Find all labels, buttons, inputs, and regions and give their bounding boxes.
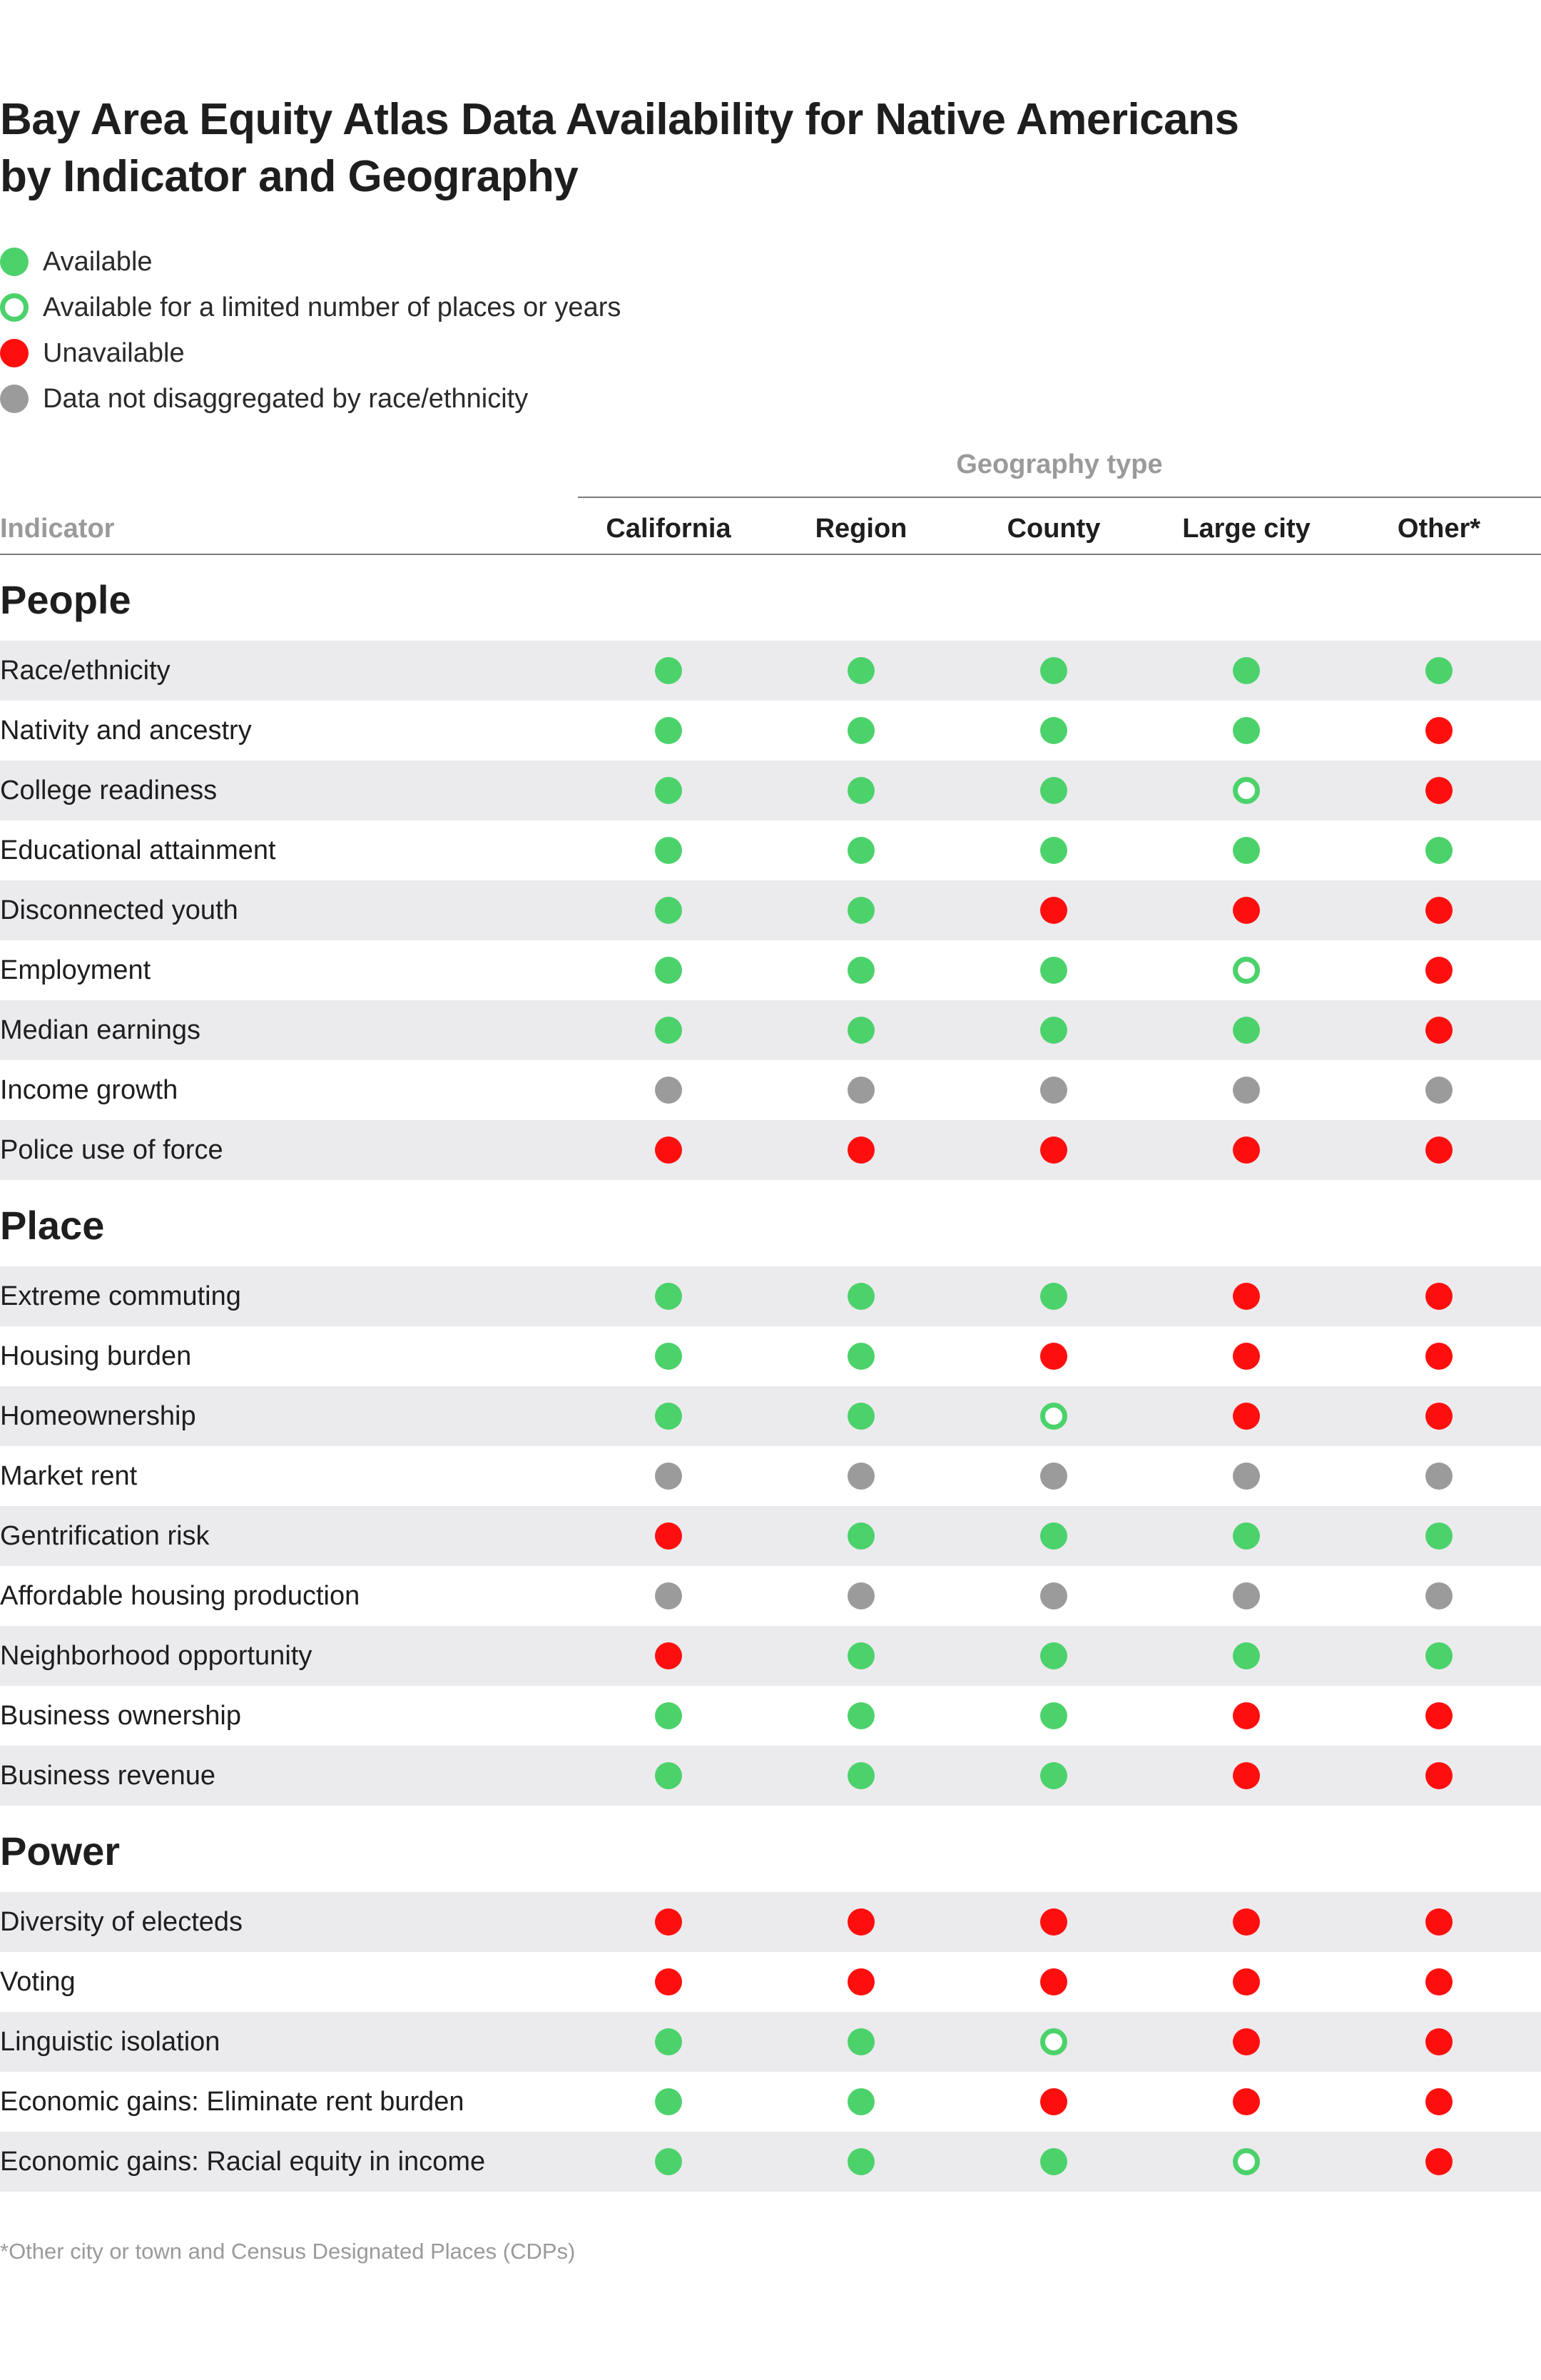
status-dot-available — [655, 1017, 682, 1044]
table-row — [0, 1892, 1541, 1952]
status-dot-unavailable — [1040, 1136, 1067, 1164]
column-header: Large city — [1182, 514, 1311, 544]
status-dot-not-disaggregated — [1040, 1582, 1067, 1609]
status-dot-unavailable — [1425, 717, 1453, 744]
table-row — [0, 1506, 1541, 1566]
status-dot-unavailable — [1425, 2028, 1453, 2055]
status-dot-not-disaggregated — [1425, 1077, 1453, 1104]
table-row — [0, 1566, 1541, 1626]
chart-title-line-1: Bay Area Equity Atlas Data Availability for Native Americans — [0, 95, 1239, 144]
status-dot-available — [848, 717, 875, 744]
table-row — [0, 1326, 1541, 1386]
status-dot-unavailable — [1425, 1017, 1453, 1044]
status-dot-not-disaggregated — [1233, 1463, 1260, 1490]
status-dot-available — [848, 777, 875, 804]
table-row — [0, 940, 1541, 1000]
status-dot-unavailable — [848, 1136, 875, 1164]
chart-title — [0, 91, 1356, 205]
status-dot-available — [1040, 657, 1067, 684]
status-dot-not-disaggregated — [1425, 1463, 1453, 1490]
status-dot-not-disaggregated — [848, 1463, 875, 1490]
status-dot-available — [1040, 777, 1067, 804]
status-dot-unavailable — [1233, 2028, 1260, 2055]
geography-group-divider — [578, 497, 1541, 498]
table-row — [0, 1746, 1541, 1806]
status-dot-not-disaggregated — [655, 1463, 682, 1490]
status-dot-unavailable — [655, 1968, 682, 1995]
column-header: County — [1007, 514, 1101, 544]
status-dot-available — [1040, 1702, 1067, 1729]
status-dot-available — [848, 657, 875, 684]
indicator-label: Income growth — [0, 1075, 178, 1105]
legend-label: Data not disaggregated by race/ethnicity — [43, 383, 529, 414]
status-dot-available — [848, 957, 875, 984]
status-dot-unavailable — [1425, 777, 1453, 804]
status-dot-available — [655, 957, 682, 984]
legend-item-limited — [0, 285, 621, 330]
indicator-label: Homeownership — [0, 1401, 196, 1431]
status-dot-unavailable — [1425, 1968, 1453, 1995]
status-dot-available — [655, 1403, 682, 1430]
status-dot-unavailable — [1233, 1343, 1260, 1370]
status-dot-unavailable — [655, 1908, 682, 1936]
status-dot-limited — [1040, 1403, 1067, 1430]
indicator-label: Nativity and ancestry — [0, 716, 252, 746]
indicator-label: Voting — [0, 1967, 76, 1997]
table-row — [0, 701, 1541, 761]
status-dot-available — [848, 1017, 875, 1044]
status-dot-available — [848, 1403, 875, 1430]
status-dot-available — [655, 2028, 682, 2055]
status-dot-available — [1233, 1522, 1260, 1550]
status-dot-unavailable — [1425, 1283, 1453, 1310]
status-dot-available — [848, 2028, 875, 2055]
indicator-label: Median earnings — [0, 1015, 200, 1045]
status-dot-unavailable — [1233, 1136, 1260, 1164]
status-dot-not-disaggregated — [1040, 1077, 1067, 1104]
table-row — [0, 1266, 1541, 1326]
status-dot-unavailable — [1425, 897, 1453, 924]
table-row — [0, 1120, 1541, 1180]
status-dot-available — [848, 1762, 875, 1789]
status-dot-available — [655, 657, 682, 684]
status-dot-limited — [1233, 2148, 1260, 2175]
status-dot-unavailable — [848, 1908, 875, 1936]
footnote: *Other city or town and Census Designated Places (CDPs) — [0, 2239, 576, 2264]
table-row — [0, 2132, 1541, 2192]
legend-label: Available — [43, 246, 153, 277]
status-dot-unavailable — [1233, 1762, 1260, 1789]
column-header: Region — [815, 514, 907, 544]
status-dot-not-disaggregated — [1425, 1582, 1453, 1609]
status-dot-available — [655, 897, 682, 924]
status-dot-available — [655, 1702, 682, 1729]
indicator-label: Police use of force — [0, 1135, 223, 1165]
status-dot-available — [848, 837, 875, 864]
indicator-label: Economic gains: Racial equity in income — [0, 2147, 486, 2177]
status-dot-available — [1425, 1522, 1453, 1550]
limited-ring-icon — [0, 293, 29, 322]
chart-title-line-2: by Indicator and Geography — [0, 152, 579, 201]
table-row — [0, 2012, 1541, 2072]
status-dot-available — [848, 1642, 875, 1669]
table-row — [0, 820, 1541, 880]
status-dot-available — [655, 1762, 682, 1789]
status-dot-available — [1425, 1642, 1453, 1669]
status-dot-available — [1040, 1762, 1067, 1789]
status-dot-unavailable — [655, 1642, 682, 1669]
column-header: California — [606, 514, 731, 544]
status-dot-available — [655, 777, 682, 804]
status-dot-available — [1040, 1642, 1067, 1669]
table-row — [0, 2072, 1541, 2132]
status-dot-not-disaggregated — [848, 1077, 875, 1104]
indicator-label: Housing burden — [0, 1341, 192, 1371]
status-dot-not-disaggregated — [655, 1582, 682, 1609]
status-dot-unavailable — [1425, 2148, 1453, 2175]
indicator-label: Gentrification risk — [0, 1521, 210, 1551]
section-title: Power — [0, 1829, 121, 1873]
indicator-label: Extreme commuting — [0, 1281, 241, 1311]
indicator-label: Educational attainment — [0, 835, 276, 865]
status-dot-available — [655, 717, 682, 744]
status-dot-available — [848, 2148, 875, 2175]
table-row — [0, 880, 1541, 940]
status-dot-available — [655, 2148, 682, 2175]
header-divider — [0, 554, 1541, 555]
status-dot-available — [655, 1283, 682, 1310]
status-dot-unavailable — [655, 1136, 682, 1164]
status-dot-available — [1040, 1283, 1067, 1310]
status-dot-unavailable — [1233, 897, 1260, 924]
status-dot-unavailable — [1425, 2088, 1453, 2115]
status-dot-available — [1040, 1522, 1067, 1550]
status-dot-available — [655, 2088, 682, 2115]
section-title: People — [0, 577, 131, 622]
indicator-label: Neighborhood opportunity — [0, 1641, 312, 1671]
status-dot-available — [1233, 1642, 1260, 1669]
status-dot-available — [1040, 2148, 1067, 2175]
table-header-row — [0, 507, 1541, 551]
status-dot-limited — [1233, 777, 1260, 804]
table-row — [0, 1000, 1541, 1060]
status-dot-available — [848, 1343, 875, 1370]
legend-item-unavailable — [0, 330, 621, 376]
status-dot-limited — [1040, 2028, 1067, 2055]
status-dot-available — [1425, 657, 1453, 684]
status-dot-available — [1040, 717, 1067, 744]
status-dot-unavailable — [1425, 1908, 1453, 1936]
legend-label: Unavailable — [43, 337, 185, 368]
status-dot-unavailable — [1040, 1908, 1067, 1936]
status-dot-unavailable — [1040, 1343, 1067, 1370]
column-header: Other* — [1397, 514, 1481, 544]
indicator-label: Diversity of electeds — [0, 1907, 243, 1937]
status-dot-available — [848, 1702, 875, 1729]
status-dot-available — [1233, 657, 1260, 684]
table-row — [0, 1952, 1541, 2012]
status-dot-unavailable — [848, 1968, 875, 1995]
indicator-label: College readiness — [0, 775, 218, 805]
status-dot-not-disaggregated — [1233, 1077, 1260, 1104]
table-row — [0, 1446, 1541, 1506]
status-dot-unavailable — [1233, 1968, 1260, 1995]
unavailable-dot-icon — [0, 339, 29, 367]
status-dot-unavailable — [1040, 1968, 1067, 1995]
indicator-label: Business ownership — [0, 1701, 241, 1731]
indicator-column-header: Indicator — [0, 514, 115, 544]
status-dot-not-disaggregated — [848, 1582, 875, 1609]
status-dot-available — [1233, 717, 1260, 744]
status-dot-available — [1233, 1017, 1260, 1044]
table-row — [0, 1626, 1541, 1686]
section-title: Place — [0, 1203, 105, 1248]
status-dot-unavailable — [1425, 1136, 1453, 1164]
indicator-label: Affordable housing production — [0, 1581, 360, 1611]
table-row — [0, 761, 1541, 820]
status-dot-available — [848, 1283, 875, 1310]
status-dot-available — [848, 1522, 875, 1550]
indicator-label: Employment — [0, 955, 151, 985]
legend-label: Available for a limited number of places or years — [43, 292, 621, 322]
status-dot-unavailable — [1233, 1283, 1260, 1310]
status-dot-available — [1425, 837, 1453, 864]
status-dot-available — [655, 1343, 682, 1370]
indicator-label: Race/ethnicity — [0, 656, 171, 686]
indicator-label: Economic gains: Eliminate rent burden — [0, 2087, 464, 2117]
indicator-label: Linguistic isolation — [0, 2027, 220, 2057]
status-dot-unavailable — [1233, 1702, 1260, 1729]
indicator-label: Business revenue — [0, 1761, 216, 1791]
status-dot-available — [848, 2088, 875, 2115]
table-row — [0, 641, 1541, 701]
status-dot-unavailable — [1425, 957, 1453, 984]
status-dot-unavailable — [1040, 2088, 1067, 2115]
indicator-label: Market rent — [0, 1461, 138, 1491]
status-dot-unavailable — [1425, 1762, 1453, 1789]
legend — [0, 239, 621, 422]
status-dot-available — [1040, 1017, 1067, 1044]
status-dot-unavailable — [1425, 1702, 1453, 1729]
status-dot-unavailable — [1425, 1343, 1453, 1370]
status-dot-unavailable — [1425, 1403, 1453, 1430]
status-dot-available — [1040, 837, 1067, 864]
status-dot-unavailable — [1040, 897, 1067, 924]
table-row — [0, 1060, 1541, 1120]
available-dot-icon — [0, 248, 29, 276]
indicator-label: Disconnected youth — [0, 895, 238, 925]
status-dot-not-disaggregated — [1233, 1582, 1260, 1609]
status-dot-unavailable — [1233, 1908, 1260, 1936]
legend-item-not-disaggregated — [0, 376, 621, 422]
table-row — [0, 1686, 1541, 1746]
status-dot-unavailable — [1233, 1403, 1260, 1430]
status-dot-available — [1233, 837, 1260, 864]
status-dot-unavailable — [1233, 2088, 1260, 2115]
status-dot-unavailable — [655, 1522, 682, 1550]
status-dot-available — [848, 897, 875, 924]
status-dot-limited — [1233, 957, 1260, 984]
status-dot-available — [655, 837, 682, 864]
status-dot-not-disaggregated — [655, 1077, 682, 1104]
not-disaggregated-dot-icon — [0, 385, 29, 413]
legend-item-available — [0, 239, 621, 285]
geography-type-label: Geography type — [956, 449, 1163, 479]
status-dot-available — [1040, 957, 1067, 984]
table-row — [0, 1386, 1541, 1446]
status-dot-not-disaggregated — [1040, 1463, 1067, 1490]
